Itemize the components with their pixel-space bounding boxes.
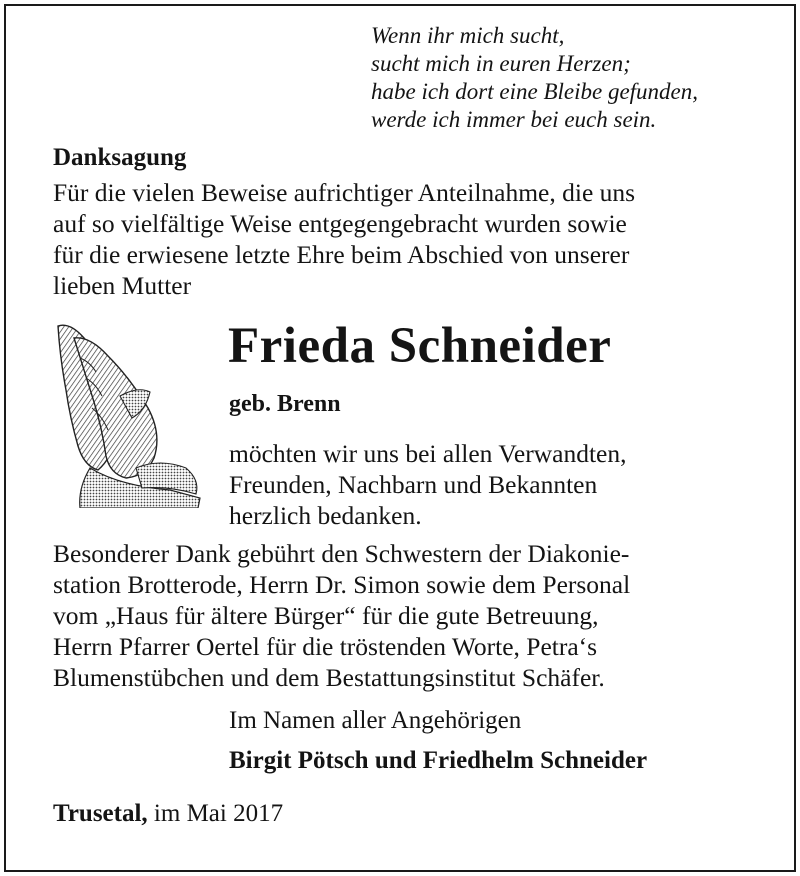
- intro-line: für die erwiesene letzte Ehre beim Abschied von unserer: [53, 240, 630, 269]
- birth-name: geb. Brenn: [229, 391, 341, 417]
- on-behalf-text: Im Namen aller Angehörigen: [229, 707, 522, 734]
- place: Trusetal,: [53, 800, 148, 827]
- date: im Mai 2017: [153, 800, 284, 827]
- special-thanks-line: vom „Haus für ältere Bürger“ für die gute Betreuung,: [53, 601, 599, 630]
- poem: [371, 22, 781, 134]
- thanks-line: herzlich bedanken.: [229, 501, 422, 530]
- place-date: [53, 799, 283, 829]
- thanks-text: [229, 438, 627, 531]
- special-thanks-line: station Brotterode, Herrn Dr. Simon sowie dem Personal: [53, 570, 631, 599]
- intro-line: lieben Mutter: [53, 271, 192, 300]
- special-thanks-text: [53, 538, 630, 693]
- poem-line: habe ich dort eine Bleibe gefunden,: [371, 79, 699, 104]
- poem-line: sucht mich in euren Herzen;: [371, 51, 631, 76]
- intro-line: auf so vielfältige Weise entgegengebracht wurden sowie: [53, 209, 627, 238]
- signer-names: Birgit Pötsch und Friedhelm Schneider: [229, 747, 648, 774]
- poem-line: Wenn ihr mich sucht,: [371, 23, 565, 48]
- special-thanks-line: Blumenstübchen und dem Bestattungsinstitut Schäfer.: [53, 663, 605, 692]
- special-thanks-line: Besonderer Dank gebührt den Schwestern der Diakonie-: [53, 539, 630, 568]
- thanks-line: Freunden, Nachbarn und Bekannten: [229, 470, 598, 499]
- special-thanks-line: Herrn Pfarrer Oertel für die tröstenden Worte, Petra‘s: [53, 632, 598, 661]
- poem-line: werde ich immer bei euch sein.: [371, 107, 657, 132]
- thanks-line: möchten wir uns bei allen Verwandten,: [229, 439, 627, 468]
- intro-text: [53, 177, 773, 301]
- deceased-name: Frieda Schneider: [228, 318, 612, 374]
- heading: Danksagung: [53, 144, 187, 171]
- praying-hands-icon: [50, 318, 210, 508]
- intro-line: Für die vielen Beweise aufrichtiger Anteilnahme, die uns: [53, 178, 636, 207]
